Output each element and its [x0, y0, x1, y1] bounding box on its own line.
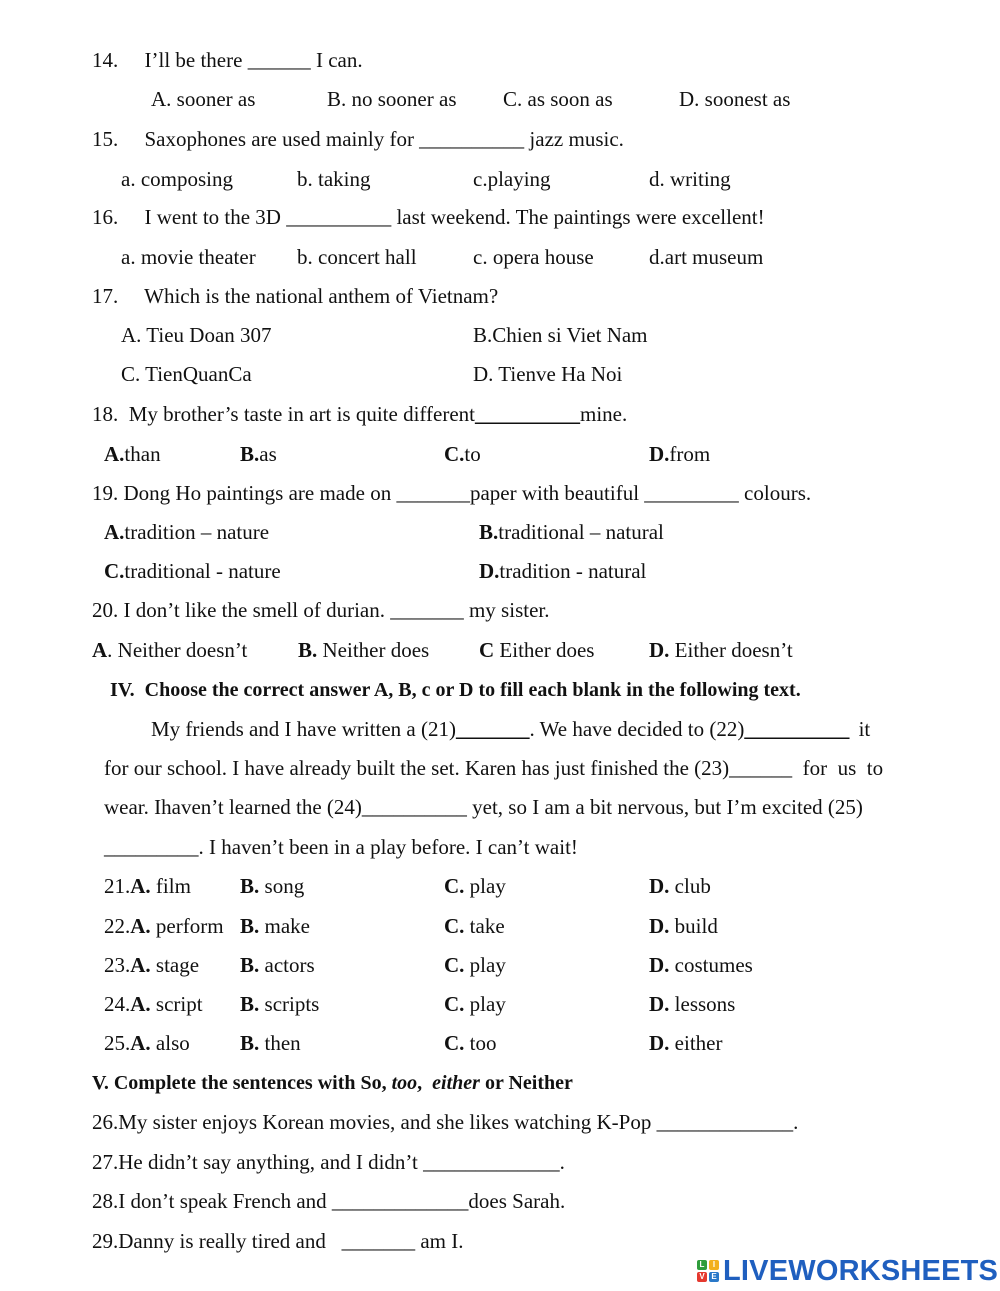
passage-text: My friends and I have written a (21) [151, 717, 456, 741]
option-text: perform [150, 914, 224, 938]
q18-option-b [240, 444, 277, 465]
option-letter: A [92, 638, 108, 662]
option-letter: B. [240, 953, 260, 977]
option-letter: D. [649, 953, 670, 977]
option-letter: B. [240, 442, 260, 466]
liveworksheets-logo [697, 1256, 998, 1286]
q17-option-b: B.Chien si Viet Nam [473, 323, 648, 347]
q14-option-a: A. sooner as [151, 87, 256, 111]
passage-line-2: for our school. I have already built the set. Karen has just finished the (23)______ for us to [104, 756, 884, 780]
q22-option-d [649, 916, 718, 937]
option-letter: D. [649, 1031, 670, 1055]
q21-option-b [240, 876, 304, 897]
option-letter: A. [104, 442, 125, 466]
q16-option-d: d.art museum [649, 245, 764, 269]
option-text: play [464, 953, 506, 977]
option-letter: C. [104, 559, 125, 583]
option-text: lessons [669, 992, 736, 1016]
q27-stem: 27.He didn’t say anything, and I didn’t _____________. [92, 1150, 565, 1174]
q24-option-a [104, 994, 203, 1015]
q26-stem: 26.My sister enjoys Korean movies, and she likes watching K-Pop _____________. [92, 1110, 799, 1134]
q24-option-c [444, 994, 506, 1015]
q22-option-b [240, 916, 310, 937]
q14-stem: 14. I’ll be there ______ I can. [92, 48, 363, 72]
option-text: tradition – nature [124, 520, 270, 544]
q20-option-c [479, 640, 594, 661]
option-letter: D. [649, 992, 670, 1016]
q19-option-b [479, 522, 664, 543]
option-text: make [259, 914, 310, 938]
logo-mark-tile: V [697, 1272, 707, 1282]
option-letter: C. [444, 992, 465, 1016]
q16-option-a: a. movie theater [121, 245, 256, 269]
heading-text: , [417, 1072, 433, 1094]
q18-option-c [444, 444, 481, 465]
option-text: actors [259, 953, 315, 977]
q28-stem: 28.I don’t speak French and _____________does Sarah. [92, 1189, 566, 1213]
option-text: than [124, 442, 161, 466]
option-text: from [669, 442, 711, 466]
option-letter: C. [444, 874, 465, 898]
q20-option-a [92, 640, 247, 661]
option-text: take [464, 914, 505, 938]
option-letter: B. [240, 914, 260, 938]
q20-option-d [649, 640, 793, 661]
q15-option-b: b. taking [297, 167, 371, 191]
q19-option-c [104, 561, 281, 582]
q15-stem: 15. Saxophones are used mainly for __________ jazz music. [92, 127, 624, 151]
q15-option-a: a. composing [121, 167, 233, 191]
option-text: as [259, 442, 277, 466]
passage-text: . We have decided to (22) [529, 717, 745, 741]
option-letter: D. [649, 914, 670, 938]
logo-mark-tile: I [709, 1260, 719, 1270]
q18-stem-post: mine. [579, 402, 628, 426]
option-letter: B. [240, 874, 260, 898]
q20-stem: 20. I don’t like the smell of durian. _______ my sister. [92, 598, 550, 622]
passage-text: it [853, 717, 871, 741]
question-number: 24. [104, 992, 131, 1016]
option-letter: A. [130, 1031, 151, 1055]
option-text: build [669, 914, 718, 938]
q21-option-c [444, 876, 506, 897]
q16-option-b: b. concert hall [297, 245, 417, 269]
option-letter: C. [444, 442, 465, 466]
q22-option-a [104, 916, 224, 937]
q17-option-d: D. Tienve Ha Noi [473, 362, 623, 386]
option-text: Neither does [317, 638, 430, 662]
q25-option-c [444, 1033, 497, 1054]
q22-option-c [444, 916, 505, 937]
question-number: 25. [104, 1031, 131, 1055]
question-number: 21. [104, 874, 131, 898]
q23-option-b [240, 955, 315, 976]
passage-blank-21: _______ [455, 717, 530, 741]
option-letter: A. [130, 992, 151, 1016]
option-letter: B. [240, 1031, 260, 1055]
q17-option-c: C. TienQuanCa [121, 362, 252, 386]
q14-option-b: B. no sooner as [327, 87, 457, 111]
option-text: play [464, 874, 506, 898]
q17-option-a: A. Tieu Doan 307 [121, 323, 272, 347]
option-letter: D. [649, 874, 670, 898]
q19-stem: 19. Dong Ho paintings are made on _______paper with beautiful _________ colours. [92, 481, 812, 505]
option-text: film [150, 874, 191, 898]
q25-option-d [649, 1033, 722, 1054]
question-number: 23. [104, 953, 131, 977]
option-letter: C [479, 638, 495, 662]
option-text: play [464, 992, 506, 1016]
option-letter: A. [104, 520, 125, 544]
q23-option-d [649, 955, 753, 976]
q21-option-a [104, 876, 191, 897]
passage-line-4: _________. I haven’t been in a play before. I can’t wait! [104, 835, 578, 859]
q25-option-a [104, 1033, 190, 1054]
q23-option-c [444, 955, 506, 976]
option-letter: D. [649, 638, 670, 662]
heading-text-too: too [391, 1072, 418, 1094]
option-text: traditional - nature [124, 559, 281, 583]
q18-blank: __________ [474, 402, 580, 426]
heading-text: V. Complete the sentences with So, [92, 1072, 392, 1094]
passage-blank-22: __________ [744, 717, 850, 741]
option-text: too [464, 1031, 497, 1055]
option-letter: B. [240, 992, 260, 1016]
option-text: either [669, 1031, 723, 1055]
option-text: costumes [669, 953, 753, 977]
question-number: 22. [104, 914, 131, 938]
q15-option-c: c.playing [473, 167, 551, 191]
q29-stem: 29.Danny is really tired and _______ am I. [92, 1229, 464, 1253]
q18-option-a [104, 444, 161, 465]
section-5-heading [92, 1073, 573, 1093]
option-letter: D. [649, 442, 670, 466]
option-text: script [150, 992, 203, 1016]
option-text: Either doesn’t [669, 638, 793, 662]
logo-mark-tile: L [697, 1260, 707, 1270]
option-text: stage [150, 953, 200, 977]
q14-option-d: D. soonest as [679, 87, 791, 111]
q23-option-a [104, 955, 199, 976]
heading-text-either: either [432, 1072, 480, 1094]
passage-line-1 [151, 719, 870, 740]
logo-mark-tile: E [709, 1272, 719, 1282]
option-text: song [259, 874, 305, 898]
logo-text: LIVEWORKSHEETS [723, 1254, 999, 1287]
q25-option-b [240, 1033, 301, 1054]
q20-option-b [298, 640, 429, 661]
q16-option-c: c. opera house [473, 245, 594, 269]
option-letter: C. [444, 914, 465, 938]
option-letter: B. [298, 638, 318, 662]
q24-option-b [240, 994, 319, 1015]
q18-option-d [649, 444, 710, 465]
option-letter: C. [444, 953, 465, 977]
q19-option-d [479, 561, 646, 582]
option-text: tradition - natural [499, 559, 647, 583]
option-text: to [464, 442, 481, 466]
q19-option-a [104, 522, 269, 543]
option-letter: A. [130, 914, 151, 938]
option-text: then [259, 1031, 301, 1055]
heading-text: or Neither [479, 1072, 573, 1094]
option-letter: A. [130, 953, 151, 977]
q18-stem [92, 404, 627, 425]
option-letter: C. [444, 1031, 465, 1055]
q14-option-c: C. as soon as [503, 87, 613, 111]
option-text: scripts [259, 992, 320, 1016]
option-text: also [150, 1031, 190, 1055]
liveworksheets-mark-icon [697, 1260, 719, 1282]
option-letter: D. [479, 559, 500, 583]
q15-option-d: d. writing [649, 167, 731, 191]
option-letter: B. [479, 520, 499, 544]
q16-stem: 16. I went to the 3D __________ last weekend. The paintings were excellent! [92, 205, 765, 229]
q18-stem-pre: 18. My brother’s taste in art is quite different [92, 402, 475, 426]
option-text: traditional – natural [498, 520, 664, 544]
passage-line-3: wear. Ihaven’t learned the (24)__________ yet, so I am a bit nervous, but I’m excited (25) [104, 795, 863, 819]
option-text: Either does [494, 638, 595, 662]
section-4-heading: IV. Choose the correct answer A, B, c or D to fill each blank in the following text. [110, 679, 801, 701]
option-text: . Neither doesn’t [107, 638, 248, 662]
q17-stem: 17. Which is the national anthem of Vietnam? [92, 284, 499, 308]
option-letter: A. [130, 874, 151, 898]
option-text: club [669, 874, 711, 898]
q21-option-d [649, 876, 711, 897]
q24-option-d [649, 994, 735, 1015]
